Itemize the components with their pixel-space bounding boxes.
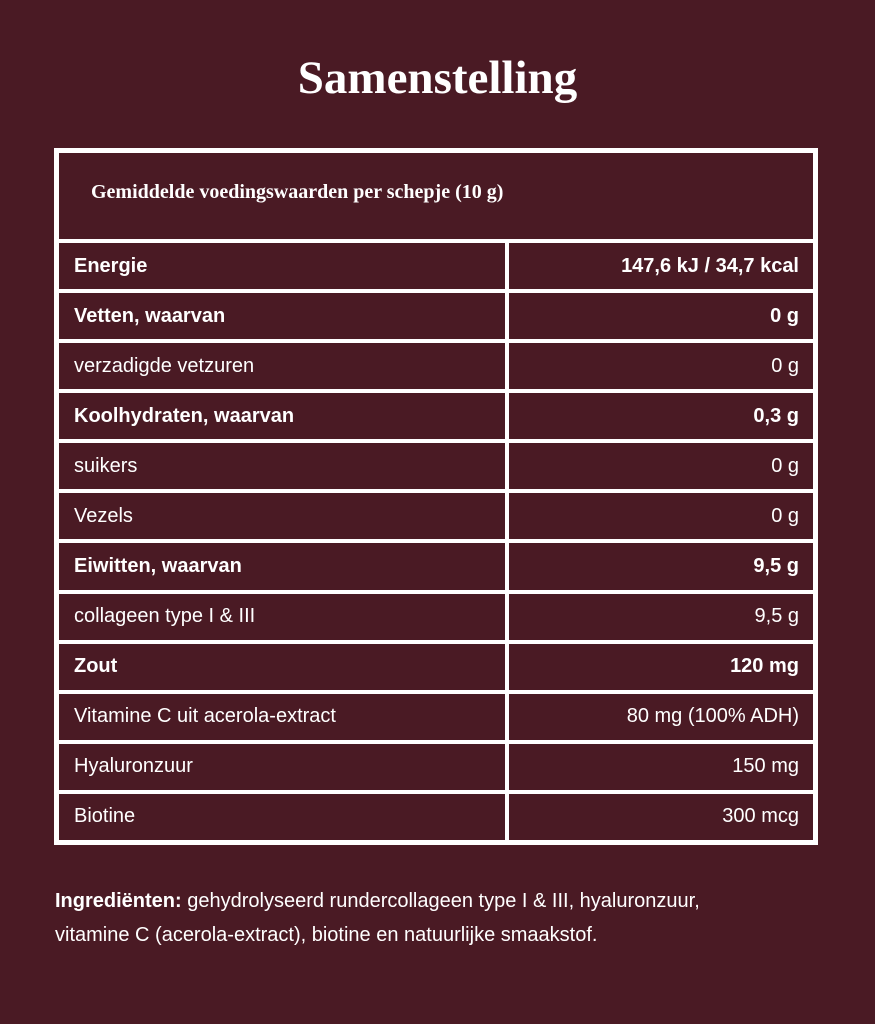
- nutrition-table-caption: Gemiddelde voedingswaarden per schepje (10 g): [59, 153, 813, 239]
- nutrient-name: Biotine: [59, 794, 505, 840]
- nutrient-value: 150 mg: [509, 744, 813, 790]
- nutrient-name: Koolhydraten, waarvan: [59, 393, 505, 439]
- nutrient-name: Zout: [59, 644, 505, 690]
- table-row: [59, 644, 813, 690]
- nutrient-value: 0 g: [509, 343, 813, 389]
- page-title: Samenstelling: [297, 52, 578, 104]
- ingredients-paragraph: [55, 884, 755, 952]
- nutrient-value: 300 mcg: [509, 794, 813, 840]
- nutrition-rows: [59, 243, 813, 840]
- ingredients-label: Ingrediënten:: [55, 890, 182, 912]
- nutrient-name: suikers: [59, 443, 505, 489]
- nutrient-value: 0 g: [509, 443, 813, 489]
- nutrient-value: 0,3 g: [509, 393, 813, 439]
- table-row: [59, 243, 813, 289]
- table-row: [59, 393, 813, 439]
- nutrient-value: 147,6 kJ / 34,7 kcal: [509, 243, 813, 289]
- nutrient-name: Vitamine C uit acerola-extract: [59, 694, 505, 740]
- table-row: [59, 543, 813, 589]
- table-row: [59, 694, 813, 740]
- nutrient-name: Eiwitten, waarvan: [59, 543, 505, 589]
- nutrient-value: 9,5 g: [509, 594, 813, 640]
- nutrient-name: collageen type I & III: [59, 594, 505, 640]
- table-row: [59, 443, 813, 489]
- nutrition-table: [54, 148, 818, 845]
- ingredients-text: gehydrolyseerd rundercollageen type I & III, hyaluronzuur, vitamine C (acerola-extract), biotine en natuurlijke smaakstof.: [55, 890, 700, 946]
- nutrient-name: Vetten, waarvan: [59, 293, 505, 339]
- nutrient-name: Energie: [59, 243, 505, 289]
- table-row: [59, 744, 813, 790]
- table-row: [59, 293, 813, 339]
- table-row: [59, 794, 813, 840]
- nutrient-value: 9,5 g: [509, 543, 813, 589]
- nutrient-value: 0 g: [509, 493, 813, 539]
- nutrient-name: Vezels: [59, 493, 505, 539]
- nutrient-value: 120 mg: [509, 644, 813, 690]
- table-row: [59, 493, 813, 539]
- table-row: [59, 594, 813, 640]
- nutrient-name: verzadigde vetzuren: [59, 343, 505, 389]
- nutrient-name: Hyaluronzuur: [59, 744, 505, 790]
- nutrient-value: 0 g: [509, 293, 813, 339]
- table-row: [59, 343, 813, 389]
- nutrient-value: 80 mg (100% ADH): [509, 694, 813, 740]
